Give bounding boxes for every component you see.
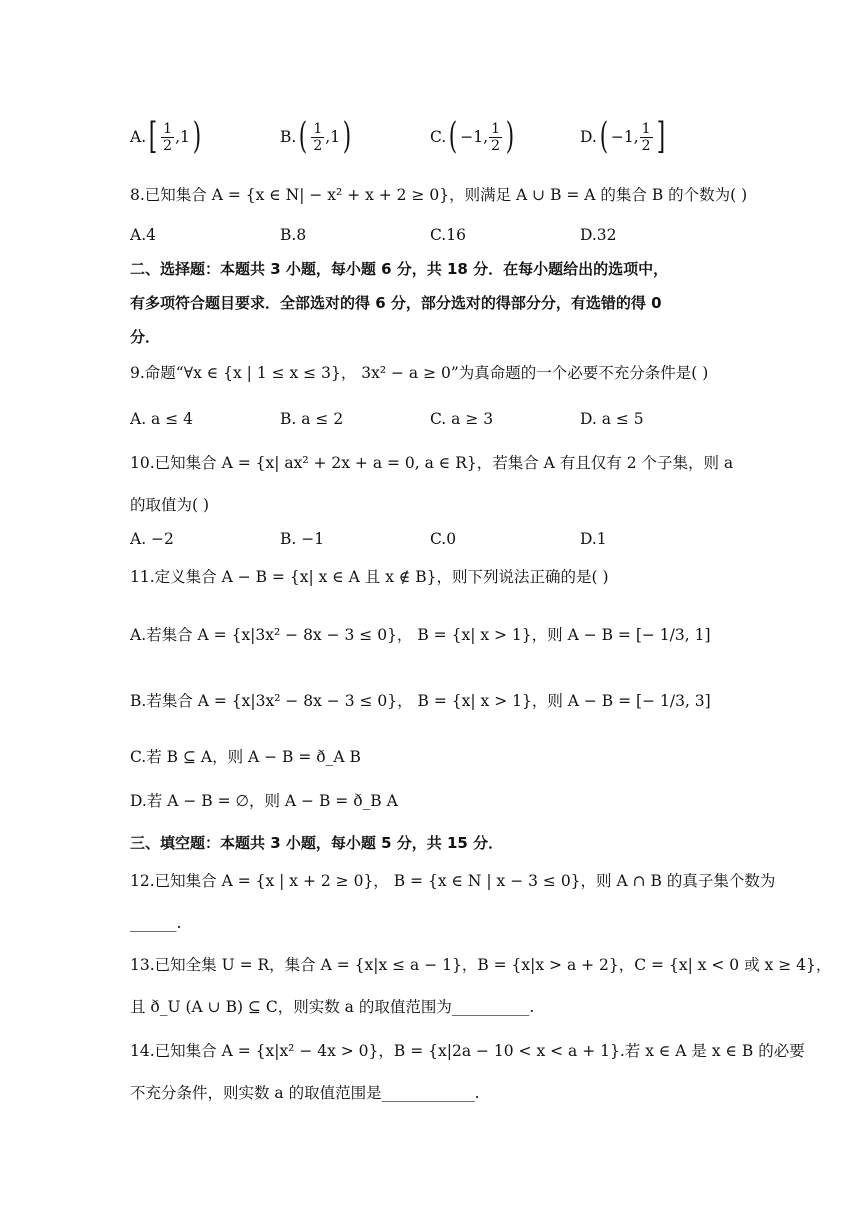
fraction: $\frac{1}{2}$ [313,120,323,154]
q13-stem: 13.已知全集 U = R，集合 A = {x|x ≤ a − 1}，B = {x|x > a + 2}，C = {x| x < 0 或 x ≥ 4}， [130,956,832,974]
q9-option-b: B. a ≤ 2 [280,410,344,428]
q10-stem: 10.已知集合 A = {x| ax² + 2x + a = 0, a ∈ R}，若集合 A 有且仅有 2 个子集，则 a [130,454,734,472]
q12-blank: ______. [130,914,182,932]
q9-stem: 9.命题“∀x ∈ {x | 1 ≤ x ≤ 3}， 3x² − a ≥ 0”为真命题的一个必要不充分条件是( ) [130,364,709,382]
q14-stem: 14.已知集合 A = {x|x² − 4x > 0}，B = {x|2a − 10 < x < a + 1}.若 x ∈ A 是 x ∈ B 的必要 [130,1042,805,1060]
q11-option-d: D.若 A − B = ∅，则 A − B = ð_B A [130,792,398,810]
q7-options [130,112,750,162]
q8-stem: 8.已知集合 A = {x ∈ N| − x² + x + 2 ≥ 0}，则满足 A ∪ B = A 的集合 B 的个数为( ) [130,186,748,204]
q7-option-b: B. ( $\frac{1}{2}$ ,1 ) [280,116,352,157]
q11-option-b: B.若集合 A = {x|3x² − 8x − 3 ≤ 0}， B = {x| x > 1}，则 A − B = [− 1/3, 3] [130,692,711,710]
q11-stem: 11.定义集合 A − B = {x| x ∈ A 且 x ∉ B}，则下列说法正确的是( ) [130,568,609,586]
q9-options [130,408,750,458]
q14-stem-cont: 不充分条件，则实数 a 的取值范围是____________. [130,1084,480,1102]
q7-option-d: D. ( −1, $\frac{1}{2}$ ] [580,116,665,157]
q10-option-c: C.0 [430,530,457,548]
q10-stem-cont: 的取值为( ) [130,496,210,514]
section3-heading: 三、填空题：本题共 3 小题，每小题 5 分，共 15 分． [130,834,504,852]
fraction: $\frac{1}{2}$ [163,120,173,154]
q8-option-a: A.4 [130,226,156,244]
section2-heading: 二、选择题：本题共 3 小题，每小题 6 分，共 18 分．在每小题给出的选项中， [130,260,669,278]
q8-option-d: D.32 [580,226,617,244]
q10-option-d: D.1 [580,530,607,548]
q7-option-a: A. [ $\frac{1}{2}$ ,1 ) [130,116,202,157]
section2-text: 有多项符合题目要求．全部选对的得 6 分，部分选对的得部分分，有选错的得 0 [130,294,662,312]
q10-option-a: A. −2 [130,530,174,548]
q9-option-d: D. a ≤ 5 [580,410,644,428]
q11-option-c: C.若 B ⊆ A，则 A − B = ð_A B [130,748,361,766]
fraction: $\frac{1}{2}$ [491,120,500,154]
q7-option-c: C. ( −1, $\frac{1}{2}$ ) [430,116,515,157]
q13-stem-cont: 且 ð_U (A ∪ B) ⊆ C，则实数 a 的取值范围为__________. [130,998,535,1016]
q9-option-c: C. a ≥ 3 [430,410,494,428]
q12-stem: 12.已知集合 A = {x | x + 2 ≥ 0}， B = {x ∈ N | x − 3 ≤ 0}，则 A ∩ B 的真子集个数为 [130,872,776,890]
section2-text: 分． [130,328,161,346]
q8-option-b: B.8 [280,226,307,244]
fraction: $\frac{1}{2}$ [641,120,651,154]
q9-option-a: A. a ≤ 4 [130,410,193,428]
q8-option-c: C.16 [430,226,466,244]
q10-option-b: B. −1 [280,530,325,548]
q11-option-a: A.若集合 A = {x|3x² − 8x − 3 ≤ 0}， B = {x| x > 1}，则 A − B = [− 1/3, 1] [130,626,711,644]
